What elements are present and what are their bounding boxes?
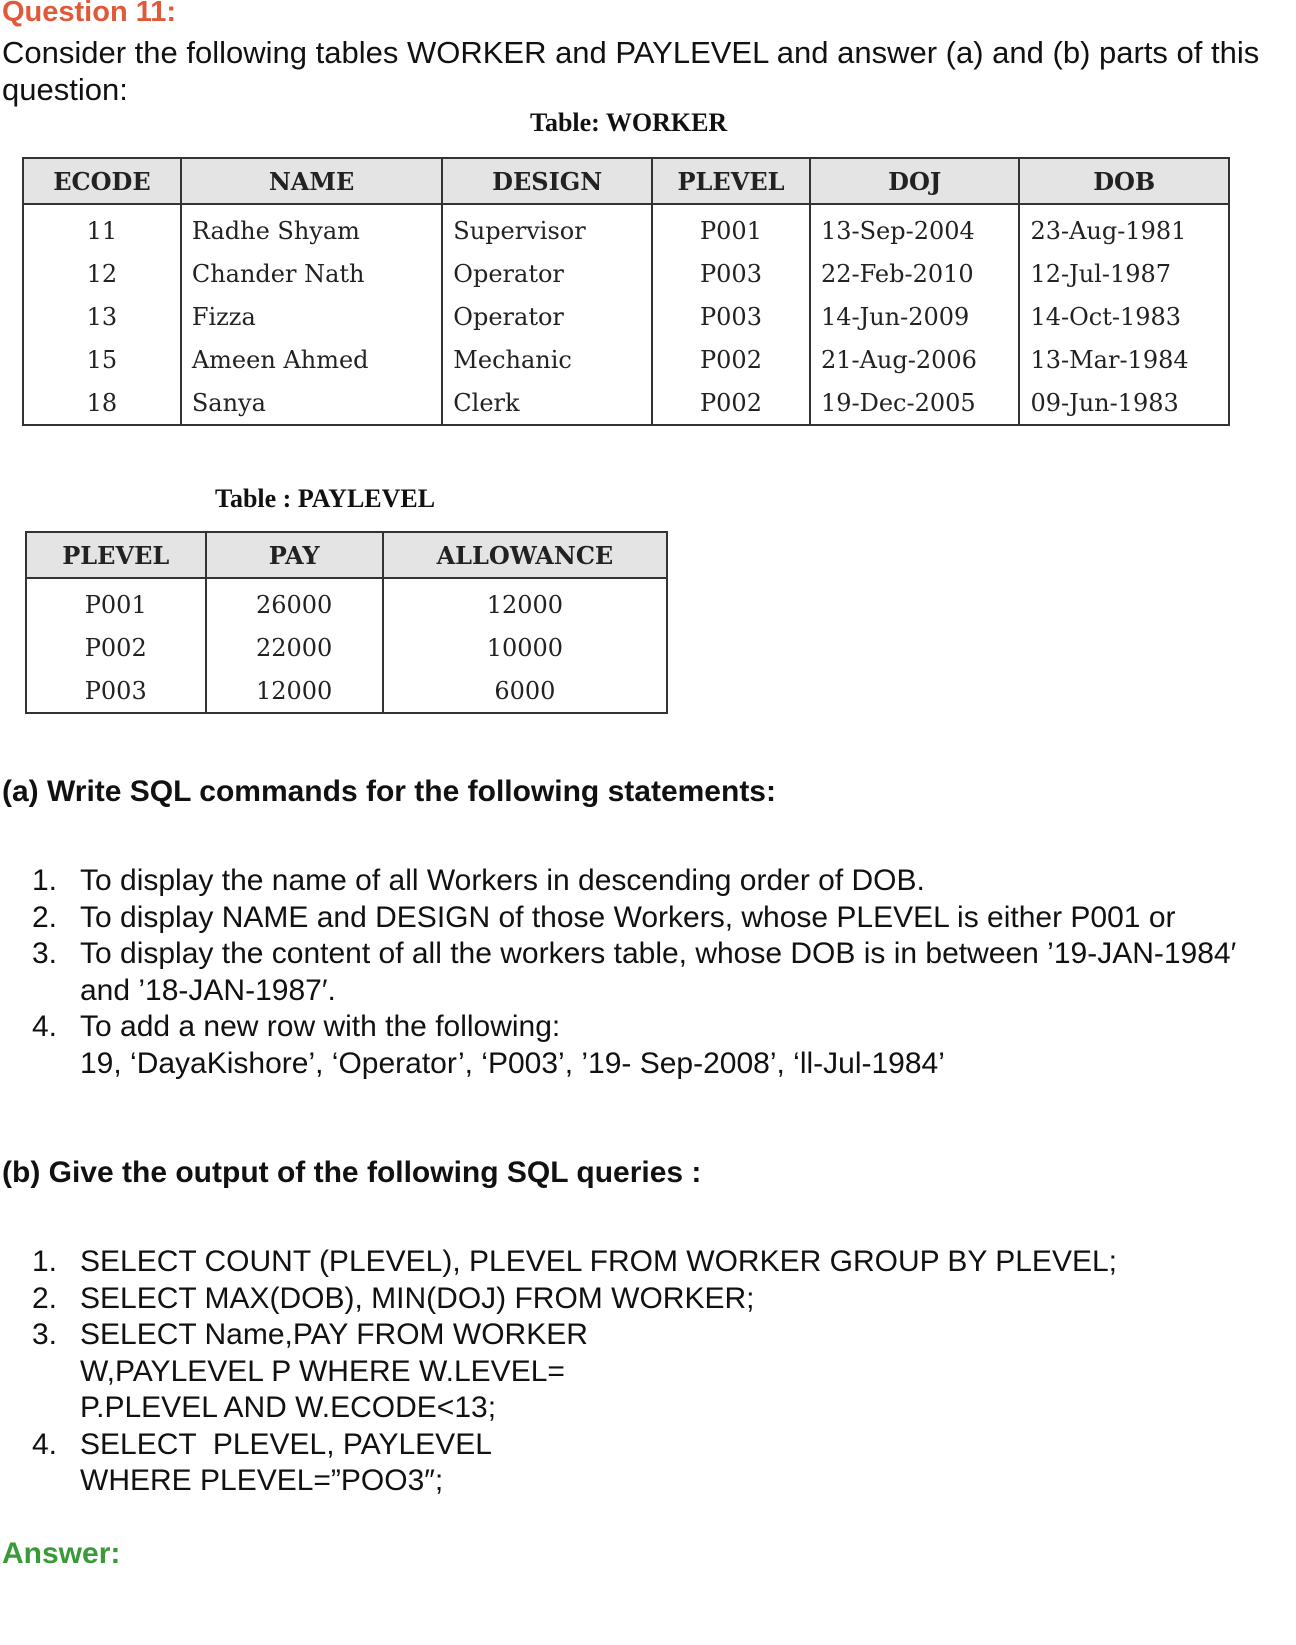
cell-name: Fizza <box>181 295 442 338</box>
item-number: 1. <box>32 1245 58 1278</box>
cell-name: Chander Nath <box>181 252 442 295</box>
cell-dob: 23-Aug-1981 <box>1019 204 1229 252</box>
cell-allowance: 6000 <box>383 669 667 713</box>
item-number: 3. <box>32 937 58 970</box>
part-a-list <box>32 863 1272 1082</box>
table-row <box>26 626 667 669</box>
item-text: To add a new row with the following: <box>80 1010 561 1043</box>
worker-col-doj: DOJ <box>810 158 1020 204</box>
cell-allowance: 12000 <box>383 578 667 626</box>
item-number: 3. <box>32 1318 58 1351</box>
worker-col-dob: DOB <box>1019 158 1229 204</box>
cell-name: Radhe Shyam <box>181 204 442 252</box>
paylevel-header-row <box>26 532 667 578</box>
cell-dob: 09-Jun-1983 <box>1019 381 1229 425</box>
cell-name: Sanya <box>181 381 442 425</box>
part-b-list <box>32 1244 1272 1500</box>
cell-design: Operator <box>442 252 652 295</box>
paylevel-col-pay: PAY <box>206 532 383 578</box>
item-text-continued: 19, ‘DayaKishore’, ‘Operator’, ‘P003’, ’19- Sep-2008’, ‘ll-Jul-1984’ <box>80 1046 945 1080</box>
table-row <box>23 252 1229 295</box>
table-row <box>23 204 1229 252</box>
table-row <box>26 578 667 626</box>
cell-plevel: P003 <box>652 295 810 338</box>
list-item <box>32 863 1272 900</box>
worker-table-caption: Table: WORKER <box>530 108 728 137</box>
cell-ecode: 13 <box>23 295 181 338</box>
cell-plevel: P003 <box>26 669 206 713</box>
list-item <box>32 1281 1272 1318</box>
list-item <box>32 900 1272 937</box>
item-text: To display the name of all Workers in descending order of DOB. <box>80 864 925 897</box>
item-text: SELECT COUNT (PLEVEL), PLEVEL FROM WORKER GROUP BY PLEVEL; <box>80 1245 1117 1278</box>
cell-doj: 21-Aug-2006 <box>810 338 1020 381</box>
item-number: 1. <box>32 864 58 897</box>
part-b-heading: (b) Give the output of the following SQL queries : <box>2 1156 702 1189</box>
list-item <box>32 1427 1272 1500</box>
cell-dob: 12-Jul-1987 <box>1019 252 1229 295</box>
cell-pay: 26000 <box>206 578 383 626</box>
table-row <box>26 669 667 713</box>
worker-header-row <box>23 158 1229 204</box>
cell-ecode: 15 <box>23 338 181 381</box>
cell-design: Clerk <box>442 381 652 425</box>
table-row <box>23 338 1229 381</box>
cell-design: Supervisor <box>442 204 652 252</box>
item-text: To display NAME and DESIGN of those Workers, whose PLEVEL is either P001 or <box>80 900 1176 934</box>
part-a-heading: (a) Write SQL commands for the following statements: <box>2 775 776 808</box>
table-row <box>23 381 1229 425</box>
cell-ecode: 12 <box>23 252 181 295</box>
item-text: To display the content of all the workers table, whose DOB is in between ’19-JAN-1984′ and ’18-JAN-1987′. <box>80 937 1237 1007</box>
item-number: 2. <box>32 900 58 934</box>
cell-plevel: P003 <box>652 252 810 295</box>
cell-doj: 22-Feb-2010 <box>810 252 1020 295</box>
worker-col-ecode: ECODE <box>23 158 181 204</box>
list-item <box>32 1244 1272 1281</box>
cell-design: Mechanic <box>442 338 652 381</box>
item-text: SELECT PLEVEL, PAYLEVEL <box>80 1427 492 1461</box>
paylevel-table <box>25 531 668 714</box>
item-number: 4. <box>32 1010 58 1043</box>
paylevel-col-plevel: PLEVEL <box>26 532 206 578</box>
worker-col-plevel: PLEVEL <box>652 158 810 204</box>
worker-col-name: NAME <box>181 158 442 204</box>
paylevel-col-allowance: ALLOWANCE <box>383 532 667 578</box>
cell-ecode: 11 <box>23 204 181 252</box>
list-item <box>32 1317 1272 1427</box>
cell-pay: 22000 <box>206 626 383 669</box>
answer-label: Answer: <box>2 1537 121 1570</box>
item-text: SELECT MAX(DOB), MIN(DOJ) FROM WORKER; <box>80 1281 755 1315</box>
question-title: Question 11: <box>2 0 177 28</box>
cell-dob: 14-Oct-1983 <box>1019 295 1229 338</box>
cell-allowance: 10000 <box>383 626 667 669</box>
item-number: 2. <box>32 1281 58 1315</box>
list-item <box>32 1009 1272 1082</box>
cell-plevel: P001 <box>26 578 206 626</box>
cell-doj: 19-Dec-2005 <box>810 381 1020 425</box>
cell-plevel: P002 <box>652 338 810 381</box>
cell-name: Ameen Ahmed <box>181 338 442 381</box>
item-text-continued: W,PAYLEVEL P WHERE W.LEVEL= <box>80 1354 565 1388</box>
cell-pay: 12000 <box>206 669 383 713</box>
cell-dob: 13-Mar-1984 <box>1019 338 1229 381</box>
list-item <box>32 936 1272 1009</box>
item-text-continued: P.PLEVEL AND W.ECODE<13; <box>80 1391 497 1424</box>
worker-col-design: DESIGN <box>442 158 652 204</box>
question-intro: Consider the following tables WORKER and PAYLEVEL and answer (a) and (b) parts of this question: <box>2 35 1260 107</box>
item-number: 4. <box>32 1427 58 1461</box>
cell-plevel: P002 <box>26 626 206 669</box>
cell-doj: 13-Sep-2004 <box>810 204 1020 252</box>
item-text-continued: WHERE PLEVEL=”POO3″; <box>80 1464 444 1497</box>
paylevel-table-caption: Table : PAYLEVEL <box>215 484 436 513</box>
cell-plevel: P001 <box>652 204 810 252</box>
cell-plevel: P002 <box>652 381 810 425</box>
worker-table <box>22 157 1230 426</box>
table-row <box>23 295 1229 338</box>
item-text: SELECT Name,PAY FROM WORKER <box>80 1318 588 1351</box>
cell-doj: 14-Jun-2009 <box>810 295 1020 338</box>
cell-ecode: 18 <box>23 381 181 425</box>
cell-design: Operator <box>442 295 652 338</box>
